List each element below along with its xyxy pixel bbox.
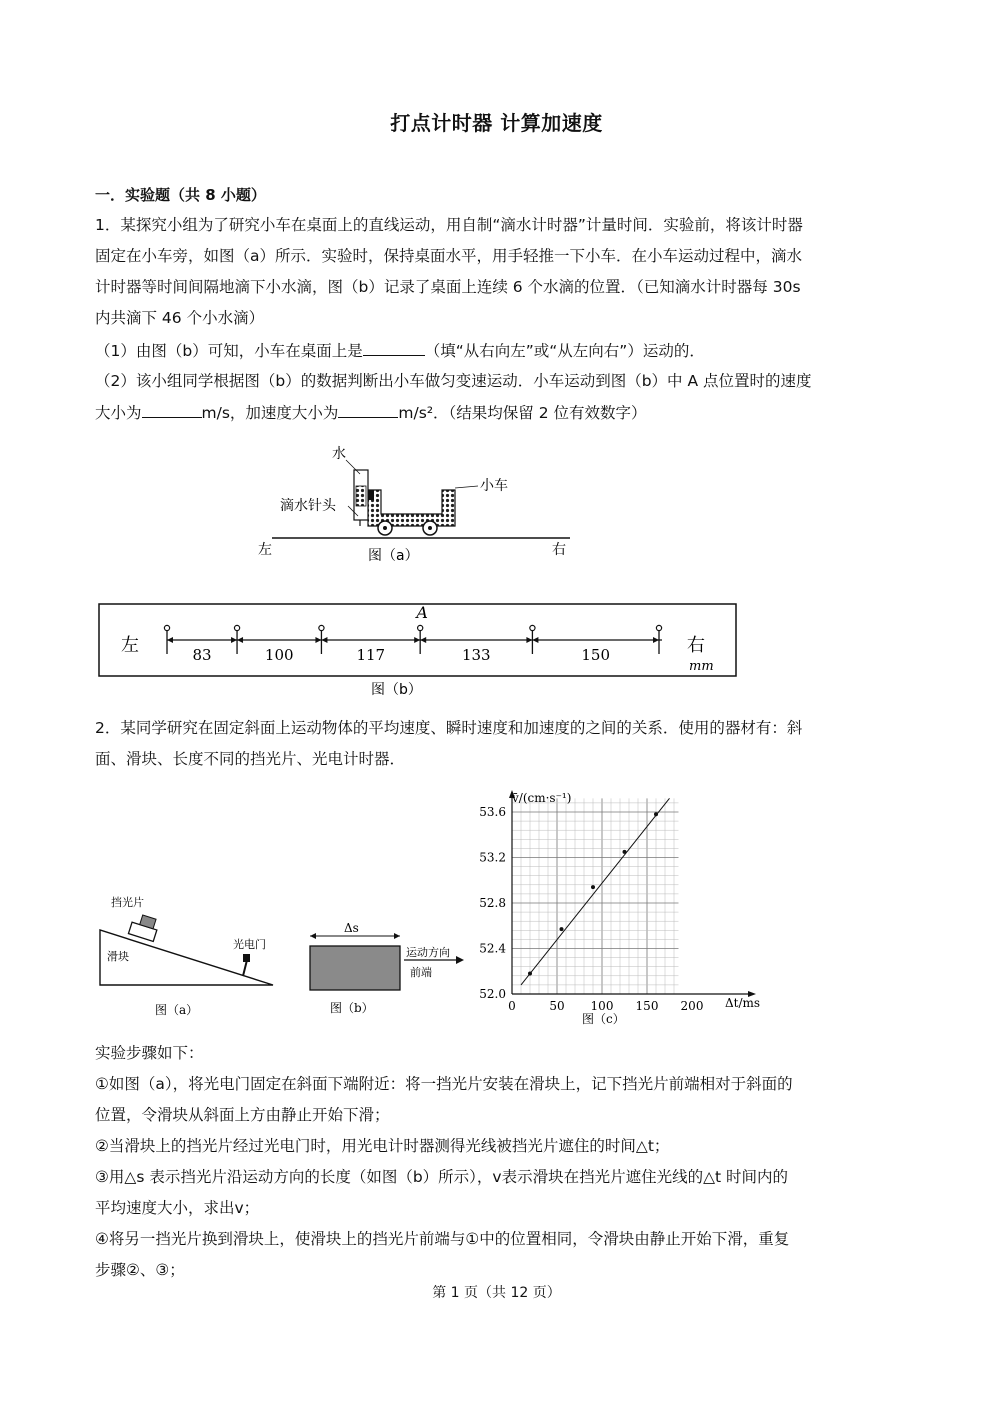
q1-sub1-text-a: （1）由图（b）可知，小车在桌面上是 (95, 342, 363, 360)
step-2: ②当滑块上的挡光片经过光电门时，用光电计时器测得光线被挡光片遮住的时间△t； (95, 1137, 670, 1155)
label-direction: 运动方向 (406, 946, 450, 959)
page-title: 打点计时器 计算加速度 (390, 111, 603, 135)
step-3-line-1: ③用△s 表示挡光片沿运动方向的长度（如图（b）所示），v表示滑块在挡光片遮住光线的△t 时间内的 (95, 1168, 789, 1186)
fig-a-caption: 图（a） (368, 548, 419, 564)
photogate-post (243, 960, 247, 976)
q1-sub2-text-a: 大小为 (95, 404, 142, 422)
step-1-line-2: 位置，令滑块从斜面上方由静止开始下滑； (95, 1106, 390, 1124)
q1-blank-1[interactable] (363, 340, 425, 356)
q1-blank-3[interactable] (338, 402, 398, 418)
q1-sub2-line-2 (95, 402, 647, 423)
fig2c-caption: 图（c） (582, 1012, 625, 1026)
step-4-line-2: 步骤②、③； (95, 1261, 185, 1279)
fig-b-left: 左 (121, 635, 139, 656)
q2-line-2: 面、滑块、长度不同的挡光片、光电计时器． (95, 750, 406, 768)
q1-line-4: 内共滴下 46 个小水滴） (95, 309, 265, 327)
label-slider: 滑块 (107, 950, 129, 963)
distance-label: 100 (264, 646, 294, 664)
q2-figure-a (95, 890, 280, 1020)
y-tick-label: 52.4 (479, 941, 506, 956)
y-tick-label: 53.6 (479, 805, 506, 819)
drop-icon (319, 625, 324, 630)
q1-blank-2[interactable] (142, 402, 202, 418)
fig2b-caption: 图（b） (330, 1001, 374, 1015)
y-tick-label: 52.8 (479, 896, 506, 910)
label-ds: Δs (344, 921, 359, 935)
fig-b-unit: mm (689, 659, 714, 674)
q1-sub1 (95, 340, 705, 361)
q2-line-1: 2．某同学研究在固定斜面上运动物体的平均速度、瞬时速度和加速度的之间的关系．使用的器材有：斜 (95, 719, 803, 737)
label-photogate: 光电门 (233, 938, 266, 951)
x-tick-label: 200 (680, 999, 704, 1013)
q1-line-2: 固定在小车旁，如图（a）所示．实验时，保持桌面水平，用手轻推一下小车．在小车运动过程中，滴水 (95, 247, 803, 265)
q1-line-3: 计时器等时间间隔地滴下小水滴，图（b）记录了桌面上连续 6 个水滴的位置．（已知滴水计时器每 30s (95, 278, 801, 296)
drop-icon (530, 625, 535, 630)
q1-sub2-text-b: m/s，加速度大小为 (201, 404, 339, 422)
q1-line-1: 1．某探究小组为了研究小车在桌面上的直线运动，用自制“滴水计时器”计量时间．实验前，将该计时器 (95, 216, 803, 234)
chart-xlabel: Δt/ms (725, 996, 761, 1010)
label-left: 左 (258, 542, 272, 558)
x-tick-label: 50 (549, 999, 565, 1013)
fig2a-caption: 图（a） (155, 1003, 199, 1017)
label-car: 小车 (480, 478, 508, 494)
distance-label: 133 (461, 646, 491, 664)
distance-label: 150 (581, 646, 611, 664)
y-tick-label: 53.2 (479, 850, 506, 865)
chart-ylabel: v̄/(cm·s⁻¹) (512, 791, 572, 805)
drop-icon (656, 625, 661, 630)
point-a-label: A (416, 603, 428, 622)
q1-sub1-text-b: （填“从右向左”或“从左向右”）运动的． (424, 342, 705, 360)
label-needle: 滴水针头 (280, 498, 336, 514)
steps-intro: 实验步骤如下： (95, 1044, 204, 1062)
distance-label: 83 (192, 646, 212, 664)
q1-sub2-line-1: （2）该小组同学根据图（b）的数据判断出小车做匀变速运动．小车运动到图（b）中 A 点位置时的速度 (95, 372, 812, 390)
q2-figure-c-chart (470, 782, 790, 1030)
drop-icon (234, 625, 239, 630)
step-1-line-1: ①如图（a），将光电门固定在斜面下端附近：将一挡光片安装在滑块上，记下挡光片前端相对于斜面的 (95, 1075, 793, 1093)
y-tick-label: 52.0 (479, 987, 506, 1001)
x-tick-label: 0 (508, 999, 516, 1013)
drop-icon (418, 625, 423, 630)
label-water: 水 (332, 446, 346, 462)
q2-figure-b (300, 918, 470, 1018)
x-tick-label: 150 (635, 999, 659, 1013)
label-right: 右 (552, 542, 566, 558)
drop-icon (164, 625, 169, 630)
step-3-line-2: 平均速度大小，求出v； (95, 1199, 260, 1217)
section-heading: 一．实验题（共 8 小题） (95, 186, 266, 204)
fig-b-right: 右 (687, 635, 705, 656)
data-point (560, 927, 564, 931)
step-4-line-1: ④将另一挡光片换到滑块上，使滑块上的挡光片前端与①中的位置相同，令滑块由静止开始下滑，重复 (95, 1230, 790, 1248)
page-footer: 第 1 页（共 12 页） (432, 1285, 561, 1301)
q1-figure-a (250, 438, 590, 570)
label-shutter: 挡光片 (111, 896, 144, 909)
q1-figure-b (97, 600, 740, 704)
distance-label: 117 (356, 646, 386, 664)
data-point (591, 885, 595, 889)
label-front: 前端 (410, 966, 432, 979)
q1-sub2-text-c: m/s²．（结果均保留 2 位有效数字） (398, 404, 647, 422)
fig-b-caption: 图（b） (371, 682, 422, 698)
car-body (368, 490, 455, 526)
shutter-rect (310, 946, 400, 990)
x-tick-label: 100 (590, 999, 614, 1013)
